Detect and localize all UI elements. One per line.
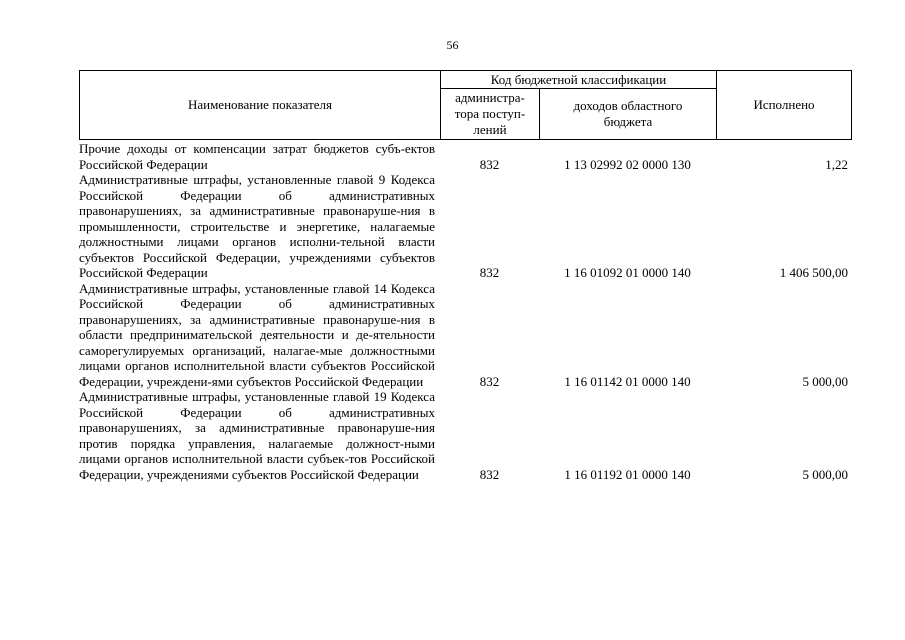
- row-budget-code: 1 16 01092 01 0000 140: [564, 265, 691, 280]
- row-budget-code: 1 13 02992 02 0000 130: [564, 156, 691, 172]
- table-row: [79, 281, 852, 390]
- table-header: [79, 70, 852, 140]
- row-admin-code: 832: [479, 373, 500, 389]
- row-admin-code: 832: [479, 156, 500, 172]
- header-admin-column: [441, 89, 540, 139]
- row-amount: 1 406 500,00: [779, 265, 848, 280]
- row-description: Административные штрафы, установленные главой 14 Кодекса Российской Федерации об административных правонарушениях, за административные правонаруше-ния в области предпринимательской деятельности и де-ятельности саморегулируемых организаций, налагае-мые должностными лицами органов исполнительной власти субъектов Российской Федерации, учреждени-ями субъектов Российской Федерации: [79, 280, 435, 389]
- table-row: [79, 172, 852, 281]
- row-description: Административные штрафы, установленные главой 19 Кодекса Российской Федерации об административных правонарушениях, за административные правонаруше-ния против порядка управления, налагаемые должност-ными лицами органов исполнительной власти субъек-тов Российской Федерации, учреждениями субъектов Российской Федерации: [79, 389, 435, 482]
- row-description: Прочие доходы от компенсации затрат бюджетов субъ-ектов Российской Федерации: [79, 141, 435, 172]
- row-amount: 5 000,00: [802, 466, 848, 482]
- table-row: [79, 389, 852, 482]
- row-amount: 1,22: [825, 156, 848, 172]
- header-name-column: Наименование показателя: [80, 71, 441, 139]
- header-done-column: Исполнено: [753, 97, 815, 112]
- row-admin-code: 832: [479, 265, 500, 280]
- table-body: [79, 141, 852, 482]
- row-admin-code: 832: [479, 466, 500, 482]
- row-amount: 5 000,00: [802, 373, 848, 389]
- header-code-group: Код бюджетной классификации: [441, 71, 717, 89]
- row-budget-code: 1 16 01142 01 0000 140: [564, 373, 691, 389]
- page-number: 56: [446, 38, 459, 52]
- header-income-label: доходов областного бюджета: [573, 98, 683, 129]
- header-admin-label: администра-тора поступ-лений: [454, 90, 526, 137]
- header-income-column: [540, 89, 717, 139]
- table-row: [79, 141, 852, 172]
- row-description: Административные штрафы, установленные главой 9 Кодекса Российской Федерации об административных правонарушениях, за административные правонаруше-ния в промышленности, строительстве и энергетике, налагаемые должностными лицами органов исполни-тельной власти субъектов Российской Федерации, учреждениями субъектов Российской Федерации: [79, 172, 435, 280]
- row-budget-code: 1 16 01192 01 0000 140: [564, 466, 691, 482]
